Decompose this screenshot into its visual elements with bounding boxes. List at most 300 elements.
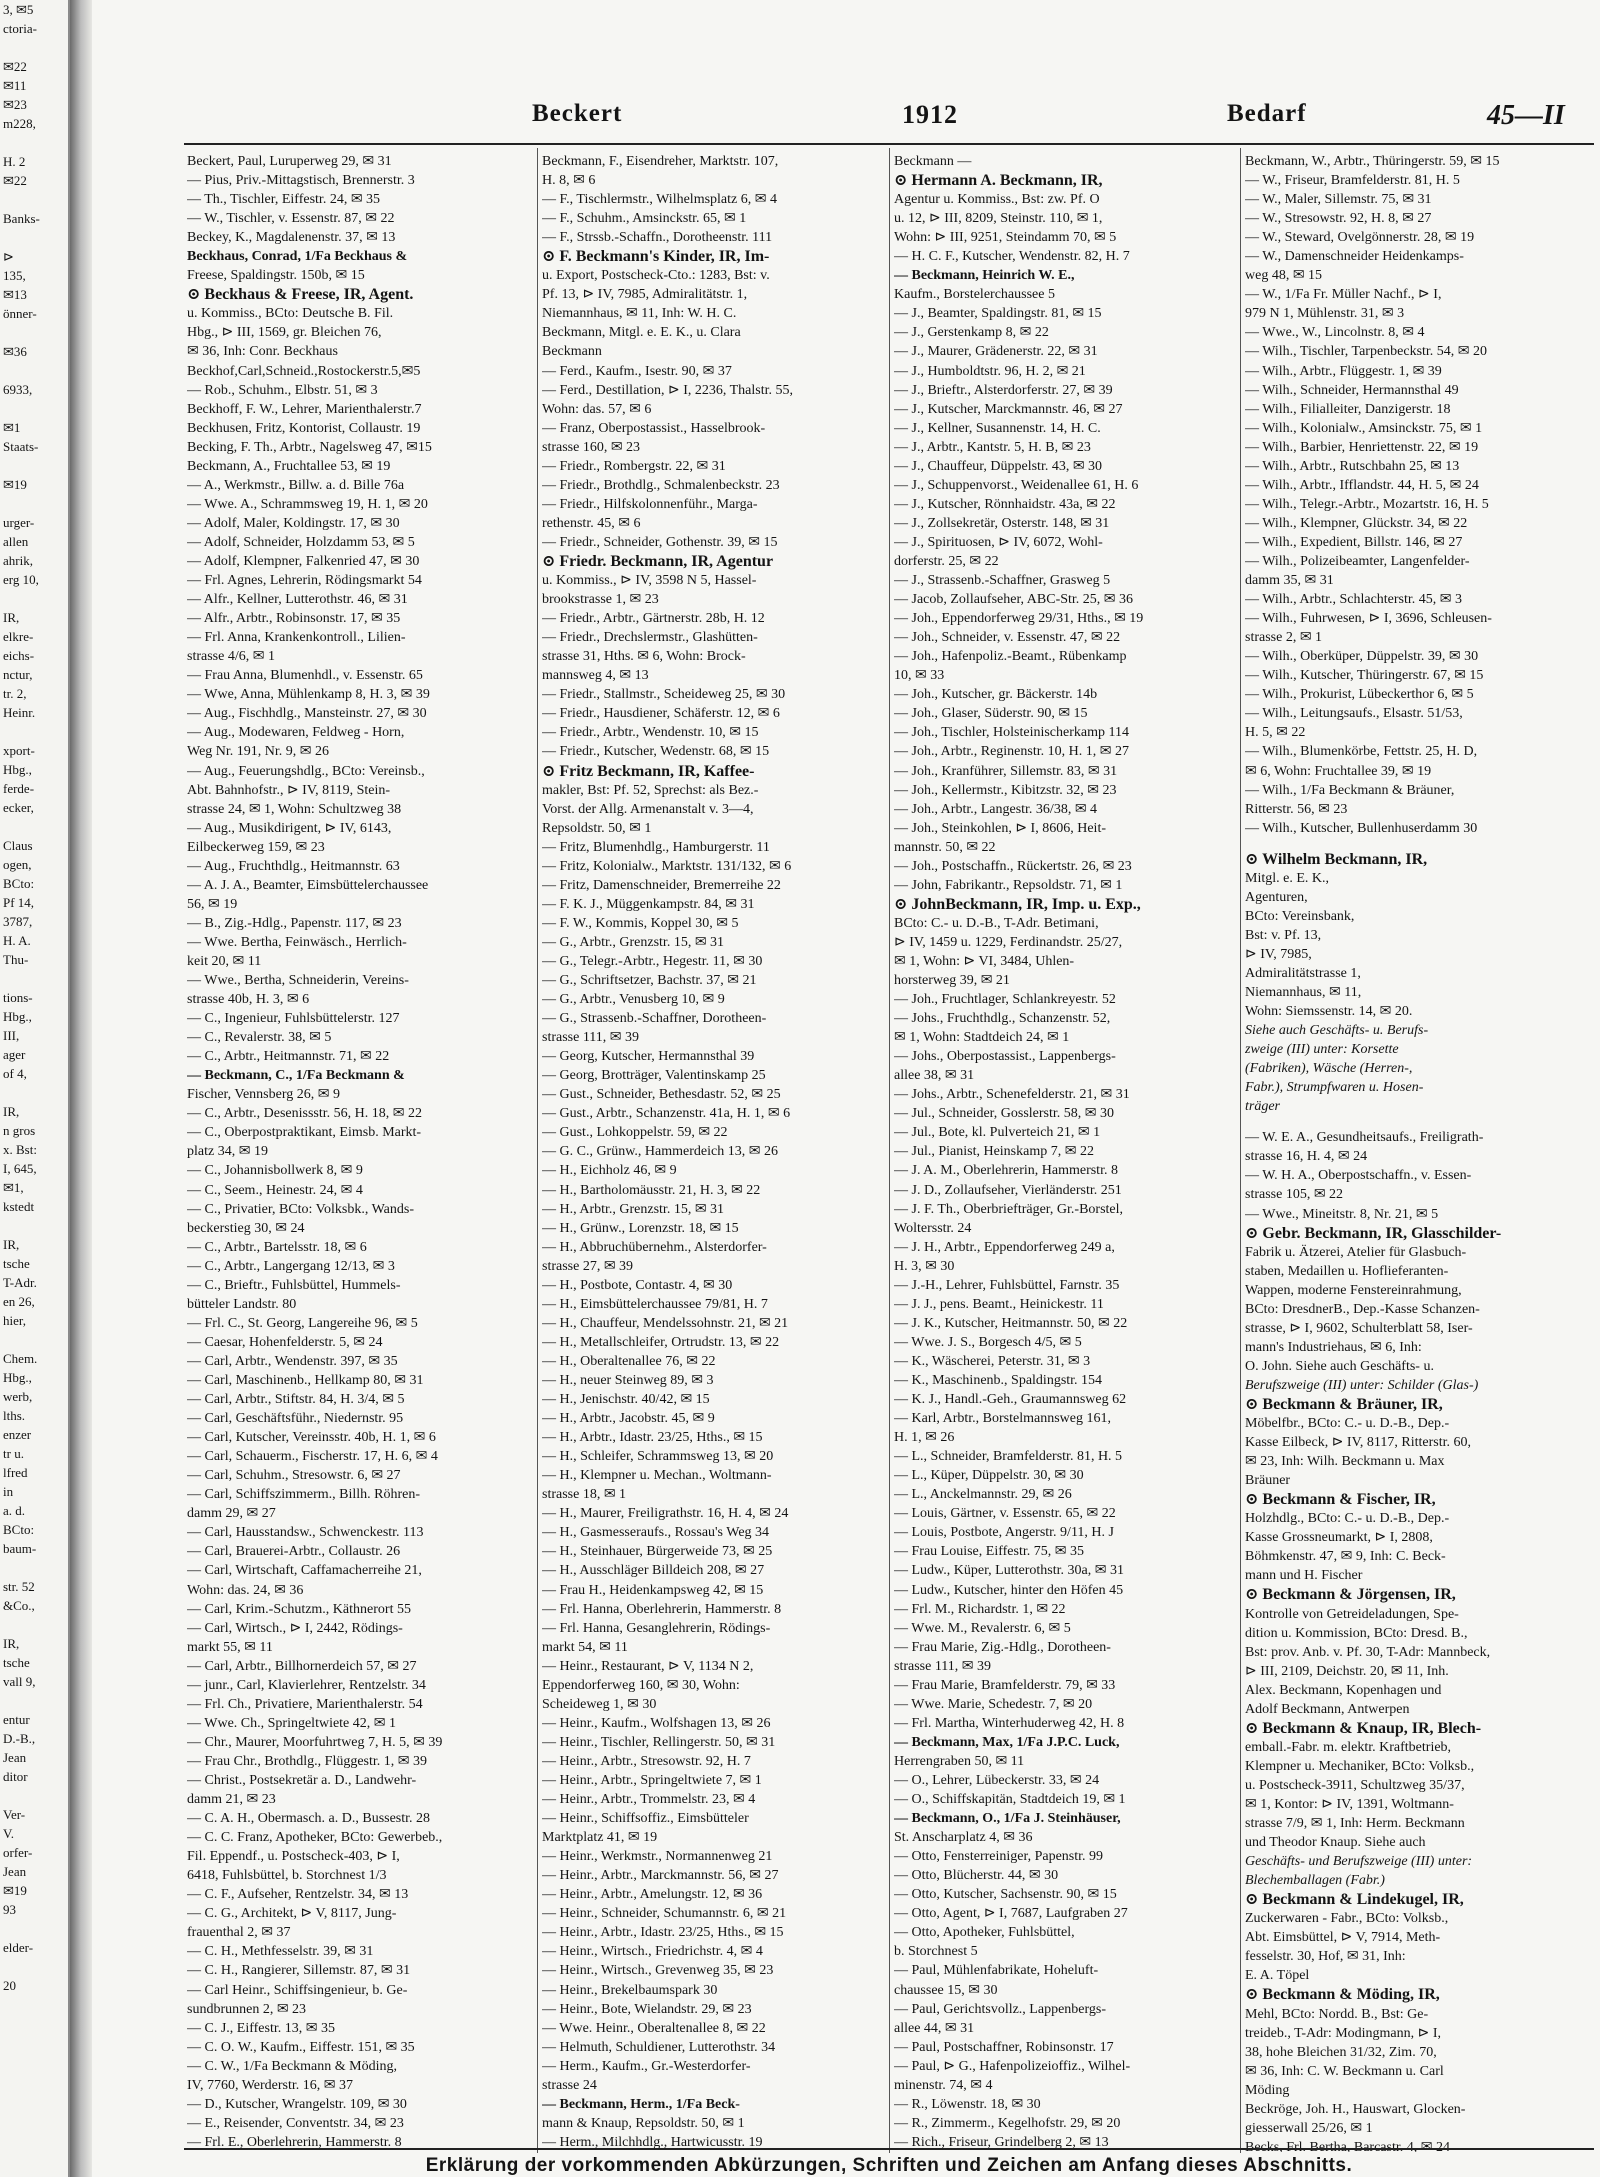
directory-entry: — Heinr., Schneider, Schumannstr. 6, ✉ 21 bbox=[542, 1906, 787, 1922]
directory-entry: ✉ 36, Inh: C. W. Beckmann u. Carl bbox=[1245, 2063, 1444, 2079]
directory-entry: BCto: DresdnerB., Dep.-Kasse Schanzen- bbox=[1245, 1301, 1480, 1317]
firm-entry: ⊙ Hermann A. Beckmann, IR, bbox=[894, 172, 1103, 190]
directory-entry: — Wwe., W., Lincolnstr. 8, ✉ 4 bbox=[1245, 325, 1425, 341]
directory-entry: strasse 111, ✉ 39 bbox=[542, 1030, 640, 1046]
directory-entry: Beckmann, A., Fruchtallee 53, ✉ 19 bbox=[187, 458, 391, 474]
directory-entry: — H., Bartholomäusstr. 21, H. 3, ✉ 22 bbox=[542, 1182, 761, 1198]
directory-entry: — J., Schuppenvorst., Weidenallee 61, H. 6 bbox=[894, 477, 1139, 493]
facing-page-fragment: elder- bbox=[3, 1940, 34, 1955]
facing-page-fragment bbox=[0, 399, 68, 418]
facing-page-fragment: &Co., bbox=[3, 1598, 35, 1613]
footer-note: Erklärung der vorkommenden Abkürzungen, Schriften und Zeichen am Anfang dieses Abschnitts. bbox=[425, 2155, 1353, 2176]
directory-entry: mannsweg 4, ✉ 13 bbox=[542, 668, 649, 684]
directory-entry: — Carl, Geschäftsführ., Niedernstr. 95 bbox=[187, 1411, 404, 1427]
directory-entry: — Wilh., Filialleiter, Danzigerstr. 18 bbox=[1245, 401, 1451, 417]
directory-entry: — J., Brieftr., Alsterdorferstr. 27, ✉ 39 bbox=[894, 382, 1113, 398]
facing-page-fragment: 135, bbox=[3, 268, 26, 283]
facing-page-fragment bbox=[0, 1615, 68, 1634]
directory-entry: und Theodor Knaup. Siehe auch bbox=[1245, 1835, 1426, 1851]
directory-entry: Weg Nr. 191, Nr. 9, ✉ 26 bbox=[187, 744, 330, 760]
directory-entry: — Heinr., Wirtsch., Friedrichstr. 4, ✉ 4 bbox=[542, 1944, 763, 1960]
directory-entry: Beckhusen, Fritz, Kontorist, Collaustr. 19 bbox=[187, 420, 421, 436]
directory-entry: — J., Maurer, Grädenerstr. 22, ✉ 31 bbox=[894, 344, 1098, 360]
facing-page-fragment: 93 bbox=[3, 1902, 16, 1917]
directory-entry: — Friedr., Arbtr., Gärtnerstr. 28b, H. 12 bbox=[542, 611, 765, 627]
facing-page-fragment: H. A. bbox=[3, 933, 31, 948]
facing-page-fragment: 6933, bbox=[3, 382, 33, 397]
directory-entry: — C. W., 1/Fa Beckmann & Möding, bbox=[187, 2058, 397, 2074]
facing-page-fragment bbox=[0, 323, 68, 342]
directory-entry: Repsoldstr. 50, ✉ 1 bbox=[542, 820, 652, 836]
facing-page-fragment: tr. 2, bbox=[3, 686, 27, 701]
directory-entry: Wohn: Siemssenstr. 14, ✉ 20. bbox=[1245, 1004, 1413, 1020]
directory-entry: — Carl, Arbtr., Wendenstr. 397, ✉ 35 bbox=[187, 1353, 398, 1369]
directory-entry: — W., Steward, Ovelgönnerstr. 28, ✉ 19 bbox=[1245, 230, 1475, 246]
facing-page-fragment bbox=[0, 456, 68, 475]
directory-entry: — Frl. Anna, Krankenkontroll., Lilien- bbox=[187, 630, 406, 646]
directory-entry: u. Kommiss., BCto: Deutsche B. Fil. bbox=[187, 306, 394, 322]
directory-entry: — Gust., Lohkoppelstr. 59, ✉ 22 bbox=[542, 1125, 728, 1141]
directory-entry: — Adolf, Maler, Koldingstr. 17, ✉ 30 bbox=[187, 515, 400, 531]
directory-entry: — Louis, Postbote, Angerstr. 9/11, H. J bbox=[894, 1525, 1114, 1541]
facing-page-fragment: Hbg., bbox=[3, 1370, 32, 1385]
facing-page-fragment: str. 52 bbox=[3, 1579, 35, 1594]
directory-entry: zweige (III) unter: Korsette bbox=[1245, 1042, 1399, 1058]
directory-entry: (Fabriken), Wäsche (Herren-, bbox=[1245, 1061, 1413, 1077]
directory-entry: — Rob., Schuhm., Elbstr. 51, ✉ 3 bbox=[187, 382, 378, 398]
directory-entry: — A. J. A., Beamter, Eimsbüttelerchaussee bbox=[187, 877, 429, 893]
facing-page-edge bbox=[0, 0, 70, 2177]
directory-entry: — Carl, Arbtr., Billhornerdeich 57, ✉ 27 bbox=[187, 1658, 417, 1674]
directory-entry: Eilbeckerweg 159, ✉ 23 bbox=[187, 839, 325, 855]
directory-entry: — Johs., Oberpostassist., Lappenbergs- bbox=[894, 1049, 1116, 1065]
directory-entry: strasse 16, H. 4, ✉ 24 bbox=[1245, 1149, 1368, 1165]
directory-entry: O. John. Siehe auch Geschäfts- u. bbox=[1245, 1358, 1434, 1374]
directory-entry: — C., Oberpostpraktikant, Eimsb. Markt- bbox=[187, 1125, 422, 1141]
facing-page-fragment: tions- bbox=[3, 990, 33, 1005]
directory-entry: — J., Chauffeur, Düppelstr. 43, ✉ 30 bbox=[894, 458, 1103, 474]
directory-entry: ⊳ III, 2109, Deichstr. 20, ✉ 11, Inh. bbox=[1245, 1663, 1449, 1679]
directory-entry: Abt. Bahnhofstr., ⊳ IV, 8119, Stein- bbox=[187, 782, 391, 798]
directory-entry: — Herm., Kaufm., Gr.-Westerdorfer- bbox=[542, 2058, 751, 2074]
directory-entry: — G. C., Grünw., Hammerdeich 13, ✉ 26 bbox=[542, 1144, 778, 1160]
facing-page-fragment: of 4, bbox=[3, 1066, 27, 1081]
facing-page-fragment: entur bbox=[3, 1712, 30, 1727]
directory-entry: H. 5, ✉ 22 bbox=[1245, 725, 1306, 741]
directory-entry: — Rich., Friseur, Grindelberg 2, ✉ 13 bbox=[894, 2134, 1109, 2150]
footer-rule bbox=[184, 2148, 1594, 2150]
directory-entry: — C. G., Architekt, ⊳ V, 8117, Jung- bbox=[187, 1906, 397, 1922]
directory-entry: Agentur u. Kommiss., Bst: zw. Pf. O bbox=[894, 192, 1100, 208]
directory-entry: — Paul, ⊳ G., Hafenpolizeioffiz., Wilhel- bbox=[894, 2058, 1131, 2074]
directory-entry: sundbrunnen 2, ✉ 23 bbox=[187, 2001, 307, 2017]
directory-entry: — Heinr., Arbtr., Springeltwiete 7, ✉ 1 bbox=[542, 1772, 762, 1788]
directory-entry: — Adolf, Klempner, Falkenried 47, ✉ 30 bbox=[187, 553, 420, 569]
directory-entry: — Wwe. A., Schrammsweg 19, H. 1, ✉ 20 bbox=[187, 496, 428, 512]
facing-page-fragment: Jean bbox=[3, 1864, 27, 1879]
directory-entry: ⊳ IV, 7985, bbox=[1245, 946, 1312, 962]
facing-page-fragment: ✉13 bbox=[3, 287, 27, 302]
directory-entry: markt 54, ✉ 11 bbox=[542, 1639, 628, 1655]
directory-entry: — Johs., Fruchthdlg., Schanzenstr. 52, bbox=[894, 1011, 1111, 1027]
facing-page-fragment: ✉22 bbox=[3, 173, 27, 188]
directory-entry: — Frau Louise, Eiffestr. 75, ✉ 35 bbox=[894, 1544, 1084, 1560]
directory-entry: Bst: v. Pf. 13, bbox=[1245, 927, 1322, 943]
directory-entry: träger bbox=[1245, 1099, 1280, 1115]
directory-entry: — Wilh., Blumenkörbe, Fettstr. 25, H. D, bbox=[1245, 744, 1478, 760]
directory-entry: — Christ., Postsekretär a. D., Landwehr- bbox=[187, 1772, 417, 1788]
directory-entry: — Joh., Tischler, Holsteinischerkamp 114 bbox=[894, 725, 1129, 741]
directory-entry: — H., Grünw., Lorenzstr. 18, ✉ 15 bbox=[542, 1220, 739, 1236]
directory-entry: — F. K. J., Müggenkampstr. 84, ✉ 31 bbox=[542, 896, 755, 912]
facing-page-fragment bbox=[0, 817, 68, 836]
directory-entry: — junr., Carl, Klavierlehrer, Rentzelstr. 34 bbox=[187, 1677, 426, 1693]
facing-page-fragment bbox=[0, 1786, 68, 1805]
directory-entry: — Adolf, Schneider, Holzdamm 53, ✉ 5 bbox=[187, 534, 415, 550]
directory-entry: Kasse Grossneumarkt, ⊳ I, 2808, bbox=[1245, 1530, 1433, 1546]
directory-entry: Böhmkenstr. 47, ✉ 9, Inh: C. Beck- bbox=[1245, 1549, 1446, 1565]
facing-page-fragment: ahrik, bbox=[3, 553, 33, 568]
directory-entry: u. Kommiss., ⊳ IV, 3598 N 5, Hassel- bbox=[542, 573, 757, 589]
directory-entry: ⊳ IV, 1459 u. 1229, Ferdinandstr. 25/27, bbox=[894, 934, 1123, 950]
directory-entry: makler, Bst: Pf. 52, Sprechst: als Bez.- bbox=[542, 782, 759, 798]
directory-entry: — Heinr., Brekelbaumspark 30 bbox=[542, 1982, 718, 1998]
directory-entry: 979 N 1, Mühlenstr. 31, ✉ 3 bbox=[1245, 306, 1405, 322]
directory-entry: — B., Zig.-Hdlg., Papenstr. 117, ✉ 23 bbox=[187, 915, 402, 931]
directory-entry: 6418, Fuhlsbüttel, b. Storchnest 1/3 bbox=[187, 1868, 387, 1884]
facing-page-fragment bbox=[0, 1691, 68, 1710]
facing-page-fragment: Jean bbox=[3, 1750, 27, 1765]
directory-entry: — F., Schuhm., Amsinckstr. 65, ✉ 1 bbox=[542, 211, 747, 227]
directory-entry: — K. J., Handl.-Geh., Graumannsweg 62 bbox=[894, 1392, 1127, 1408]
facing-page-fragment: nctur, bbox=[3, 667, 33, 682]
directory-entry: Niemannhaus, ✉ 11, Inh: W. H. C. bbox=[542, 306, 737, 322]
firm-entry: ⊙ JohnBeckmann, IR, Imp. u. Exp., bbox=[894, 895, 1141, 913]
directory-entry: — Wilh., Barbier, Henriettenstr. 22, ✉ 19 bbox=[1245, 439, 1479, 455]
directory-entry: — Wilh., 1/Fa Beckmann & Bräuner, bbox=[1245, 782, 1455, 798]
directory-entry: — Joh., Kutscher, gr. Bäckerstr. 14b bbox=[894, 687, 1098, 703]
facing-page-fragment: T-Adr. bbox=[3, 1275, 37, 1290]
directory-entry: — J. F. Th., Oberbriefträger, Gr.-Borstel, bbox=[894, 1201, 1124, 1217]
directory-entry: Abt. Eimsbüttel, ⊳ V, 7914, Meth- bbox=[1245, 1930, 1441, 1946]
directory-entry: — Georg, Kutscher, Hermannsthal 39 bbox=[542, 1049, 755, 1065]
facing-page-fragment: 3787, bbox=[3, 914, 33, 929]
directory-entry: — Carl Heinr., Schiffsingenieur, b. Ge- bbox=[187, 1982, 408, 1998]
directory-entry: — J. D., Zollaufseher, Vierländerstr. 251 bbox=[894, 1182, 1122, 1198]
directory-entry: — Joh., Fruchtlager, Schlankreyestr. 52 bbox=[894, 992, 1116, 1008]
directory-entry: BCto: Vereinsbank, bbox=[1245, 908, 1355, 924]
directory-entry: Admiralitätstrasse 1, bbox=[1245, 965, 1361, 981]
facing-page-fragment: ✉23 bbox=[3, 97, 27, 112]
directory-entry: Scheideweg 1, ✉ 30 bbox=[542, 1696, 657, 1712]
directory-entry: ✉ 36, Inh: Conr. Beckhaus bbox=[187, 344, 338, 360]
directory-entry: — Joh., Glaser, Süderstr. 90, ✉ 15 bbox=[894, 706, 1088, 722]
directory-entry: — Paul, Mühlenfabrikate, Hoheluft- bbox=[894, 1963, 1099, 1979]
directory-entry: — Carl, Wirtsch., ⊳ I, 2442, Rödings- bbox=[187, 1620, 403, 1636]
firm-entry: ⊙ F. Beckmann's Kinder, IR, Im- bbox=[542, 248, 770, 266]
header-rule bbox=[184, 143, 1594, 145]
facing-page-fragment: baum- bbox=[3, 1541, 37, 1556]
directory-entry: — Otto, Blücherstr. 44, ✉ 30 bbox=[894, 1868, 1059, 1884]
directory-entry: — W., Tischler, v. Essenstr. 87, ✉ 22 bbox=[187, 211, 395, 227]
facing-page-fragment: 20 bbox=[3, 1978, 16, 1993]
directory-entry: — H., Eimsbüttelerchaussee 79/81, H. 7 bbox=[542, 1296, 768, 1312]
directory-entry: — Aug., Fischhdlg., Mansteinstr. 27, ✉ 30 bbox=[187, 706, 427, 722]
directory-entry: — C. C. Franz, Apotheker, BCto: Gewerbeb., bbox=[187, 1830, 443, 1846]
directory-entry: — Frau Marie, Zig.-Hdlg., Dorotheen- bbox=[894, 1639, 1111, 1655]
directory-entry: — Friedr., Brothdlg., Schmalenbeckstr. 23 bbox=[542, 477, 780, 493]
directory-entry: — W., Friseur, Bramfelderstr. 81, H. 5 bbox=[1245, 173, 1460, 189]
directory-entry: rethenstr. 45, ✉ 6 bbox=[542, 515, 641, 531]
directory-entry: — J., Beamter, Spaldingstr. 81, ✉ 15 bbox=[894, 306, 1102, 322]
directory-entry: — Frau Marie, Bramfelderstr. 79, ✉ 33 bbox=[894, 1677, 1116, 1693]
directory-entry: — C., Brieftr., Fuhlsbüttel, Hummels- bbox=[187, 1277, 401, 1293]
facing-page-fragment: H. 2 bbox=[3, 154, 26, 169]
directory-entry: chaussee 15, ✉ 30 bbox=[894, 1982, 998, 1998]
directory-entry: — Heinr., Schiffsoffiz., Eimsbütteler bbox=[542, 1811, 749, 1827]
directory-entry: Adolf Beckmann, Antwerpen bbox=[1245, 1701, 1410, 1717]
entry-spacer bbox=[1245, 838, 1585, 850]
directory-entry: — H., Schleifer, Schrammsweg 13, ✉ 20 bbox=[542, 1449, 774, 1465]
directory-entry: Beckmann, Mitgl. e. E. K., u. Clara bbox=[542, 325, 741, 341]
directory-entry: Kasse Eilbeck, ⊳ IV, 8117, Ritterstr. 60, bbox=[1245, 1435, 1471, 1451]
facing-page-fragment: ditor bbox=[3, 1769, 28, 1784]
directory-entry: — Frl. Ch., Privatiere, Marienthalerstr. 54 bbox=[187, 1696, 423, 1712]
directory-entry: ✉ 23, Inh: Wilh. Beckmann u. Max bbox=[1245, 1454, 1445, 1470]
directory-entry: — Frl. E., Oberlehrerin, Hammerstr. 8 bbox=[187, 2134, 402, 2150]
column-4 bbox=[1245, 152, 1585, 2152]
directory-entry: dorferstr. 25, ✉ 22 bbox=[894, 553, 999, 569]
directory-entry: u. Postscheck-3911, Schultzweg 35/37, bbox=[1245, 1777, 1465, 1793]
directory-entry: u. Export, Postscheck-Cto.: 1283, Bst: v. bbox=[542, 268, 770, 284]
directory-entry: — Joh., Arbtr., Langestr. 36/38, ✉ 4 bbox=[894, 801, 1098, 817]
directory-entry: — Alfr., Arbtr., Robinsonstr. 17, ✉ 35 bbox=[187, 611, 401, 627]
directory-entry: Möding bbox=[1245, 2082, 1290, 2098]
facing-page-fragment: lths. bbox=[3, 1408, 26, 1423]
directory-entry: — Heinr., Arbtr., Idastr. 23/25, Hths., ✉ 15 bbox=[542, 1925, 784, 1941]
directory-entry: — E., Reisender, Conventstr. 34, ✉ 23 bbox=[187, 2115, 404, 2131]
directory-entry: Wohn: ⊳ III, 9251, Steindamm 70, ✉ 5 bbox=[894, 230, 1117, 246]
directory-entry: — Friedr., Drechslermstr., Glashütten- bbox=[542, 630, 758, 646]
directory-entry: Möbelfbr., BCto: C.- u. D.-B., Dep.- bbox=[1245, 1416, 1450, 1432]
directory-entry: — O., Schiffskapitän, Stadtdeich 19, ✉ 1 bbox=[894, 1792, 1126, 1808]
directory-entry: — G., Schriftsetzer, Bachstr. 37, ✉ 21 bbox=[542, 973, 757, 989]
facing-page-fragment: ⊳ bbox=[3, 249, 14, 264]
directory-entry: — Carl, Schiffszimmerm., Billh. Röhren- bbox=[187, 1487, 421, 1503]
facing-page-fragment: eichs- bbox=[3, 648, 35, 663]
directory-entry: — F., Tischlermstr., Wilhelmsplatz 6, ✉ 4 bbox=[542, 192, 777, 208]
directory-entry: — Friedr., Arbtr., Wendenstr. 10, ✉ 15 bbox=[542, 725, 759, 741]
directory-entry: staben, Medaillen u. Hoflieferanten- bbox=[1245, 1263, 1449, 1279]
directory-entry: markt 55, ✉ 11 bbox=[187, 1639, 273, 1655]
directory-entry: — Wilh., Kutscher, Bullenhuserdamm 30 bbox=[1245, 820, 1478, 836]
directory-entry: mann's Industriehaus, ✉ 6, Inh: bbox=[1245, 1339, 1422, 1355]
directory-entry: frauenthal 2, ✉ 37 bbox=[187, 1925, 291, 1941]
directory-entry: — C. H., Methfesselstr. 39, ✉ 31 bbox=[187, 1944, 374, 1960]
directory-entry: strasse 4/6, ✉ 1 bbox=[187, 649, 275, 665]
directory-entry: minenstr. 74, ✉ 4 bbox=[894, 2077, 993, 2093]
facing-page-fragment bbox=[0, 228, 68, 247]
page-number: 45—II bbox=[1487, 100, 1565, 131]
directory-entry: — Joh., Kellermstr., Kibitzstr. 32, ✉ 23 bbox=[894, 782, 1117, 798]
facing-page-fragment: orfer- bbox=[3, 1845, 33, 1860]
facing-page-fragment: en 26, bbox=[3, 1294, 35, 1309]
directory-entry: Beckhoff, F. W., Lehrer, Marienthalerstr.7 bbox=[187, 401, 422, 417]
firm-entry: ⊙ Fritz Beckmann, IR, Kaffee- bbox=[542, 762, 755, 780]
directory-entry: — Aug., Modewaren, Feldweg - Horn, bbox=[187, 725, 405, 741]
facing-page-fragment: Heinr. bbox=[3, 705, 36, 720]
directory-entry: — Fritz, Blumenhdlg., Hamburgerstr. 11 bbox=[542, 839, 770, 855]
facing-page-fragment: allen bbox=[3, 534, 29, 549]
column-2 bbox=[542, 152, 882, 2152]
directory-entry: Bst: prov. Anb. v. Pf. 30, T-Adr: Mannbeck, bbox=[1245, 1644, 1491, 1660]
directory-entry: — Wilh., Expedient, Billstr. 146, ✉ 27 bbox=[1245, 534, 1463, 550]
directory-entry: — R., Löwenstr. 18, ✉ 30 bbox=[894, 2096, 1041, 2112]
facing-page-fragment: tsche bbox=[3, 1655, 30, 1670]
firm-entry: ⊙ Gebr. Beckmann, IR, Glasschilder- bbox=[1245, 1224, 1502, 1242]
directory-entry: IV, 7760, Werderstr. 16, ✉ 37 bbox=[187, 2077, 354, 2093]
facing-page-fragment: IR, bbox=[3, 1104, 20, 1119]
directory-entry: — J.-H., Lehrer, Fuhlsbüttel, Farnstr. 35 bbox=[894, 1277, 1120, 1293]
directory-entry: treideb., T-Adr: Modingmann, ⊳ I, bbox=[1245, 2025, 1442, 2041]
directory-entry: — H., Eichholz 46, ✉ 9 bbox=[542, 1163, 677, 1179]
directory-entry: — Friedr., Hausdiener, Schäferstr. 12, ✉ 6 bbox=[542, 706, 780, 722]
directory-entry: — Beckmann, Heinrich W. E., bbox=[894, 268, 1075, 284]
directory-entry: E. A. Töpel bbox=[1245, 1968, 1310, 1984]
directory-entry: Kontrolle von Getreideladungen, Spe- bbox=[1245, 1606, 1459, 1622]
directory-entry: Niemannhaus, ✉ 11, bbox=[1245, 985, 1362, 1001]
facing-page-fragment: ctoria- bbox=[3, 21, 37, 36]
directory-entry: — H., Arbtr., Jacobstr. 45, ✉ 9 bbox=[542, 1411, 715, 1427]
directory-entry: Freese, Spaldingstr. 150b, ✉ 15 bbox=[187, 268, 365, 284]
facing-page-fragment: kstedt bbox=[3, 1199, 35, 1214]
directory-entry: — J., Zollsekretär, Osterstr. 148, ✉ 31 bbox=[894, 515, 1110, 531]
directory-entry: mannstr. 50, ✉ 22 bbox=[894, 839, 996, 855]
facing-page-fragment bbox=[0, 969, 68, 988]
directory-entry: — H., Postbote, Contastr. 4, ✉ 30 bbox=[542, 1277, 733, 1293]
facing-page-fragment bbox=[0, 133, 68, 152]
directory-entry: — Heinr., Tischler, Rellingerstr. 50, ✉ 31 bbox=[542, 1734, 776, 1750]
directory-entry: — W., 1/Fa Fr. Müller Nachf., ⊳ I, bbox=[1245, 287, 1442, 303]
facing-page-fragment bbox=[0, 1083, 68, 1102]
directory-entry: — G., Telegr.-Arbtr., Hegestr. 11, ✉ 30 bbox=[542, 953, 763, 969]
directory-entry: — G., Arbtr., Venusberg 10, ✉ 9 bbox=[542, 992, 725, 1008]
directory-entry: — H., Steinhauer, Bürgerweide 73, ✉ 25 bbox=[542, 1544, 773, 1560]
directory-entry: Mitgl. e. E. K., bbox=[1245, 870, 1329, 886]
facing-page-fragment bbox=[0, 38, 68, 57]
facing-page-fragment: ✉19 bbox=[3, 477, 27, 492]
directory-entry: Fabrik u. Ätzerei, Atelier für Glasbuch- bbox=[1245, 1244, 1467, 1260]
directory-entry: — Wilh., Tischler, Tarpenbeckstr. 54, ✉ 20 bbox=[1245, 344, 1488, 360]
directory-entry: dition u. Kommission, BCto: Dresd. B., bbox=[1245, 1625, 1468, 1641]
directory-entry: — K., Wäscherei, Peterstr. 31, ✉ 3 bbox=[894, 1353, 1091, 1369]
directory-entry: — W., Stresowstr. 92, H. 8, ✉ 27 bbox=[1245, 211, 1432, 227]
directory-entry: — Heinr., Werkmstr., Normannenweg 21 bbox=[542, 1849, 773, 1865]
directory-entry: Becking, F. Th., Arbtr., Nagelsweg 47, ✉15 bbox=[187, 439, 432, 455]
directory-entry: — Beckmann, Herm., 1/Fa Beck- bbox=[542, 2096, 740, 2112]
facing-page-fragment: ✉1, bbox=[3, 1180, 24, 1195]
directory-entry: — C. H., Rangierer, Sillemstr. 87, ✉ 31 bbox=[187, 1963, 411, 1979]
directory-entry: — C., Revalerstr. 38, ✉ 5 bbox=[187, 1030, 332, 1046]
directory-entry: Berufszweige (III) unter: Schilder (Glas-) bbox=[1245, 1377, 1479, 1393]
directory-entry: — Carl, Krim.-Schutzm., Käthnerort 55 bbox=[187, 1601, 411, 1617]
directory-entry: — Friedr., Rombergstr. 22, ✉ 31 bbox=[542, 458, 726, 474]
directory-entry: — Wwe., Mineitstr. 8, Nr. 21, ✉ 5 bbox=[1245, 1206, 1439, 1222]
directory-entry: — K., Maschinenb., Spaldingstr. 154 bbox=[894, 1373, 1103, 1388]
column-3 bbox=[894, 152, 1234, 2152]
firm-entry: ⊙ Beckmann & Knaup, IR, Blech- bbox=[1245, 1719, 1482, 1737]
directory-entry: damm 35, ✉ 31 bbox=[1245, 573, 1334, 589]
directory-entry: — Paul, Postschaffner, Robinsonstr. 17 bbox=[894, 2039, 1114, 2055]
directory-entry: Pf. 13, ⊳ IV, 7985, Admiralitätstr. 1, bbox=[542, 287, 748, 303]
firm-entry: ⊙ Beckmann & Möding, IR, bbox=[1245, 1986, 1440, 2004]
directory-entry: — H., Gasmesseraufs., Rossau's Weg 34 bbox=[542, 1525, 770, 1541]
directory-entry: — Joh., Postschaffn., Rückertstr. 26, ✉ 23 bbox=[894, 858, 1132, 874]
directory-entry: — Franz, Oberpostassist., Hasselbrook- bbox=[542, 420, 766, 436]
directory-entry: — Aug., Musikdirigent, ⊳ IV, 6143, bbox=[187, 820, 392, 836]
directory-entry: u. 12, ⊳ III, 8209, Steinstr. 110, ✉ 1, bbox=[894, 211, 1103, 227]
directory-entry: — Carl, Schauerm., Fischerstr. 17, H. 6, ✉ 4 bbox=[187, 1449, 438, 1465]
directory-entry: — Fritz, Damenschneider, Bremerreihe 22 bbox=[542, 877, 781, 893]
directory-entry: mann und H. Fischer bbox=[1245, 1568, 1363, 1584]
facing-page-fragment: a. d. bbox=[3, 1503, 26, 1518]
directory-entry: — Frau Chr., Brothdlg., Flüggestr. 1, ✉ 39 bbox=[187, 1753, 428, 1769]
directory-entry: Bräuner bbox=[1245, 1473, 1291, 1489]
facing-page-fragment: in bbox=[3, 1484, 14, 1499]
directory-entry: strasse 24 bbox=[542, 2077, 597, 2093]
directory-entry: Beckmann — bbox=[894, 154, 972, 169]
directory-entry: Geschäfts- und Berufszweige (III) unter: bbox=[1245, 1854, 1473, 1870]
facing-page-fragment: elkre- bbox=[3, 629, 34, 644]
directory-entry: — H., Jenischstr. 40/42, ✉ 15 bbox=[542, 1392, 710, 1408]
directory-entry: 38, hohe Bleichen 31/32, Zim. 70, bbox=[1245, 2044, 1437, 2060]
directory-entry: Ritterstr. 56, ✉ 23 bbox=[1245, 801, 1348, 817]
directory-entry: — Carl, Hausstandsw., Schwenckestr. 113 bbox=[187, 1525, 424, 1541]
directory-entry: bütteler Landstr. 80 bbox=[187, 1296, 297, 1312]
directory-entry: — Louis, Gärtner, v. Essenstr. 65, ✉ 22 bbox=[894, 1506, 1116, 1522]
directory-entry: — Heinr., Arbtr., Amelungstr. 12, ✉ 36 bbox=[542, 1887, 763, 1903]
firm-entry: ⊙ Wilhelm Beckmann, IR, bbox=[1245, 850, 1428, 868]
directory-entry: — J., Strassenb.-Schaffner, Grasweg 5 bbox=[894, 573, 1111, 589]
firm-entry: ⊙ Friedr. Beckmann, IR, Agentur bbox=[542, 552, 774, 570]
directory-entry: — Joh., Kranführer, Sillemstr. 83, ✉ 31 bbox=[894, 763, 1118, 779]
directory-entry: Hbg., ⊳ III, 1569, gr. Bleichen 76, bbox=[187, 325, 382, 341]
directory-entry: Beckert, Paul, Luruperweg 29, ✉ 31 bbox=[187, 154, 392, 169]
directory-entry: — J. J., pens. Beamt., Heinickestr. 11 bbox=[894, 1296, 1104, 1312]
directory-entry: — Carl, Arbtr., Stiftstr. 84, H. 3/4, ✉ 5 bbox=[187, 1392, 405, 1408]
directory-entry: — Jul., Schneider, Gosslerstr. 58, ✉ 30 bbox=[894, 1106, 1114, 1122]
directory-entry: — H., Ausschläger Billdeich 208, ✉ 27 bbox=[542, 1563, 765, 1579]
directory-entry: ✉ 1, Wohn: Stadtdeich 24, ✉ 1 bbox=[894, 1030, 1070, 1046]
facing-page-fragment: erg 10, bbox=[3, 572, 39, 587]
directory-entry: — Paul, Gerichtsvollz., Lappenbergs- bbox=[894, 2001, 1107, 2017]
directory-entry: ✉ 6, Wohn: Fruchtallee 39, ✉ 19 bbox=[1245, 763, 1432, 779]
directory-entry: — Heinr., Arbtr., Stresowstr. 92, H. 7 bbox=[542, 1753, 751, 1769]
facing-page-fragment: hier, bbox=[3, 1313, 26, 1328]
directory-entry: Beckmann, F., Eisendreher, Marktstr. 107, bbox=[542, 154, 779, 169]
directory-entry: Woltersstr. 24 bbox=[894, 1220, 972, 1236]
directory-entry: — C., Arbtr., Bartelsstr. 18, ✉ 6 bbox=[187, 1239, 367, 1255]
facing-page-fragment: ogen, bbox=[3, 857, 32, 872]
facing-page-fragment bbox=[0, 190, 68, 209]
directory-entry: — Frl. M., Richardstr. 1, ✉ 22 bbox=[894, 1601, 1066, 1617]
directory-entry: — W., Maler, Sillemstr. 75, ✉ 31 bbox=[1245, 192, 1432, 208]
directory-entry: — Wilh., Leitungsaufs., Elsastr. 51/53, bbox=[1245, 706, 1463, 722]
directory-entry: — Wwe, Anna, Mühlenkamp 8, H. 3, ✉ 39 bbox=[187, 687, 430, 703]
directory-entry: — C. O. W., Kaufm., Eiffestr. 151, ✉ 35 bbox=[187, 2039, 415, 2055]
column-divider bbox=[889, 148, 890, 2153]
directory-entry: strasse, ⊳ I, 9602, Schulterblatt 58, Iser- bbox=[1245, 1320, 1473, 1336]
